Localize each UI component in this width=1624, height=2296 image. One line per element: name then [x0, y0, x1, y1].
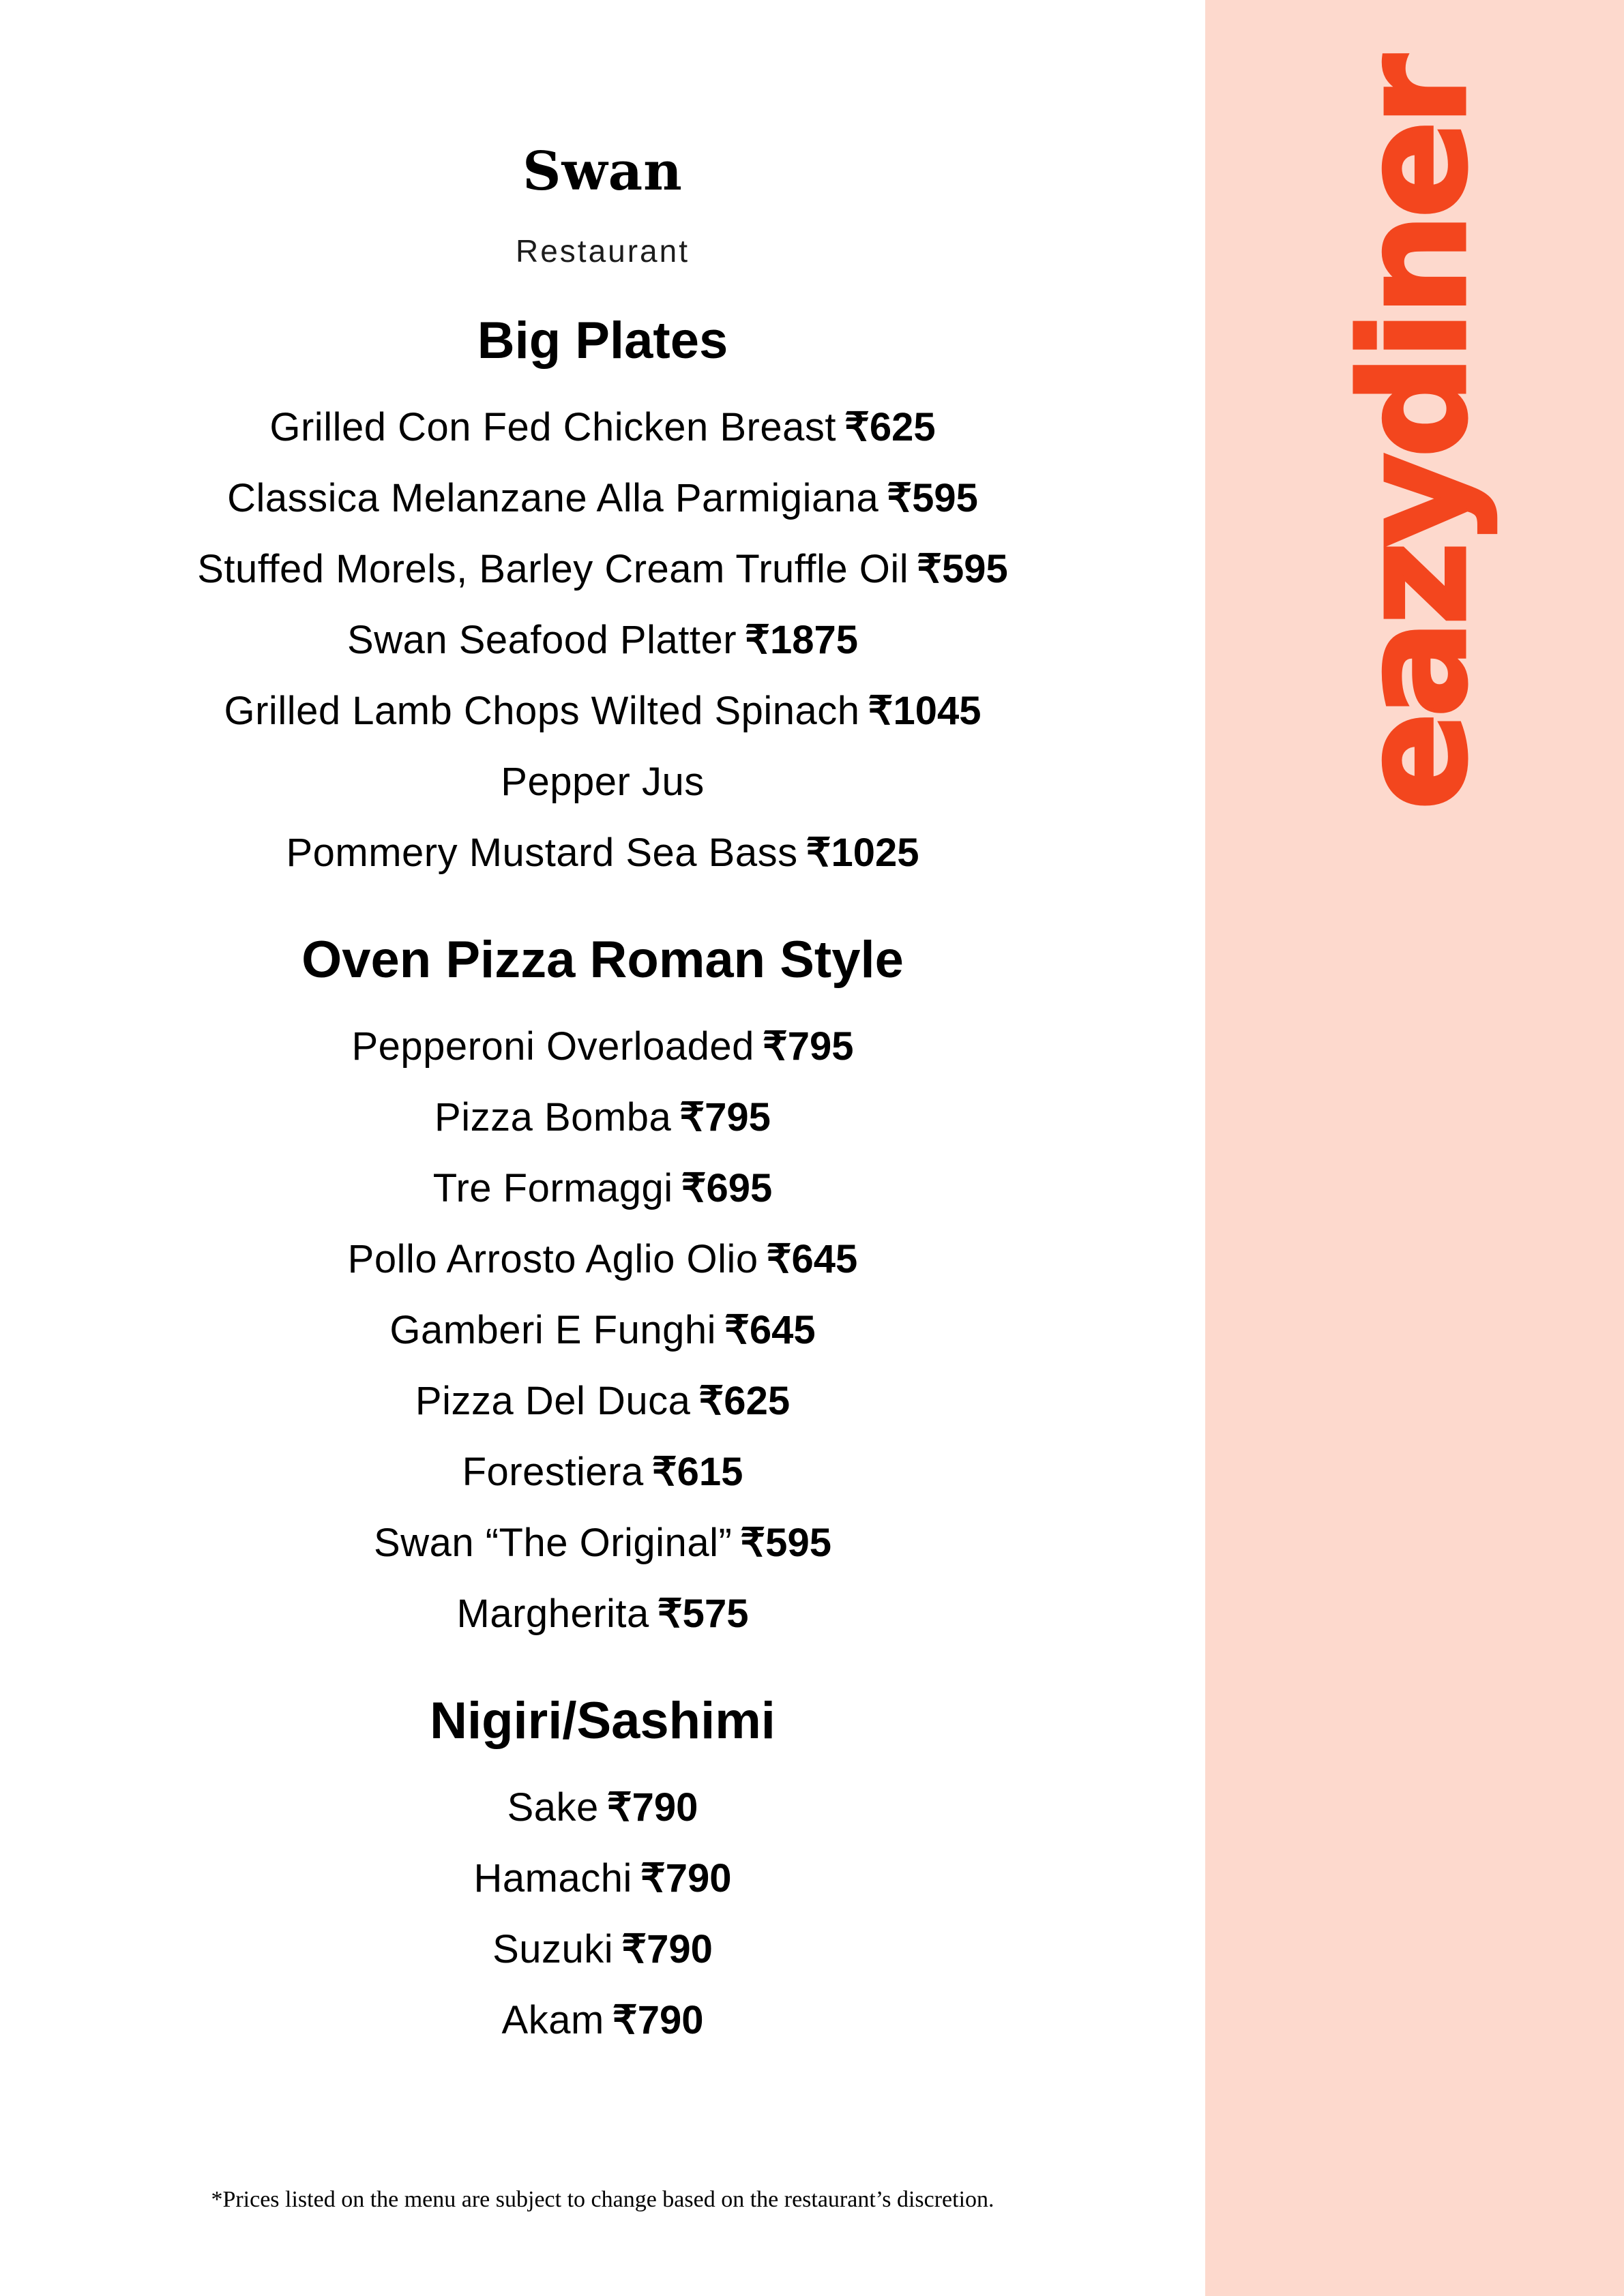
- menu-item: [0, 605, 1205, 676]
- menu-item: [0, 1437, 1205, 1508]
- menu-item-name: Forestiera: [462, 1450, 644, 1494]
- menu-item: [0, 818, 1205, 889]
- eazydiner-logo: eazydiner: [1330, 60, 1498, 811]
- menu-item-name: Pollo Arrosto Aglio Olio: [347, 1237, 758, 1281]
- menu-item-price: ₹790: [640, 1856, 732, 1900]
- menu-section-oven-pizza: [0, 929, 1205, 1650]
- menu-item: [0, 1011, 1205, 1082]
- menu-item-name: Stuffed Morels, Barley Cream Truffle Oil: [197, 547, 909, 591]
- menu-item: [0, 1508, 1205, 1579]
- menu-item-name: Grilled Lamb Chops Wilted Spinach: [224, 689, 860, 733]
- menu-item: [0, 1914, 1205, 1985]
- menu-item-price: ₹595: [917, 547, 1008, 591]
- menu-item: [0, 1153, 1205, 1224]
- menu-item-price: ₹1025: [806, 831, 919, 875]
- menu-item: [0, 463, 1205, 534]
- menu-item-name: Pizza Bomba: [434, 1095, 672, 1139]
- section-title: Big Plates: [477, 312, 728, 370]
- menu-item-price: ₹595: [887, 476, 978, 520]
- menu-item-price: ₹645: [766, 1237, 858, 1281]
- menu-item-price: ₹795: [762, 1024, 854, 1069]
- menu-item: [0, 1082, 1205, 1153]
- menu-item-name: Classica Melanzane Alla Parmigiana: [227, 476, 879, 520]
- menu-item-name: Gamberi E Funghi: [389, 1308, 716, 1352]
- menu-section-big-plates: [0, 310, 1205, 889]
- menu-item: [0, 1843, 1205, 1914]
- menu-item: [0, 747, 1205, 818]
- section-title: Nigiri/Sashimi: [430, 1692, 776, 1750]
- menu-item-price: ₹1045: [868, 689, 981, 733]
- menu-section-nigiri-sashimi: [0, 1690, 1205, 2056]
- menu-item-price: ₹790: [612, 1998, 704, 2042]
- menu-item-name: Hamachi: [473, 1856, 632, 1900]
- menu-item-price: ₹1875: [745, 618, 858, 662]
- menu-item-name: Akam: [501, 1998, 604, 2042]
- section-title: Oven Pizza Roman Style: [301, 931, 904, 989]
- menu-item: [0, 1985, 1205, 2056]
- menu-item-price: ₹625: [844, 405, 936, 449]
- footer-disclaimer: *Prices listed on the menu are subject to change based on the restaurant’s discretion.: [211, 2187, 994, 2212]
- menu-item-name: Swan Seafood Platter: [347, 618, 737, 662]
- menu-item-name: Pommery Mustard Sea Bass: [286, 831, 798, 875]
- menu-item-price: ₹615: [651, 1450, 743, 1494]
- menu-item-price: ₹625: [698, 1379, 791, 1423]
- menu-header: [0, 140, 1205, 269]
- menu-item-name: Suzuki: [492, 1927, 614, 1971]
- restaurant-name: Swan: [522, 140, 683, 203]
- menu-item-name: Pepper Jus: [501, 760, 705, 804]
- menu-item-price: ₹790: [621, 1927, 713, 1971]
- menu-item-price: ₹695: [681, 1166, 773, 1210]
- sidebar: [1205, 0, 1624, 2296]
- menu-item-name: Tre Formaggi: [432, 1166, 673, 1210]
- menu-item-name: Grilled Con Fed Chicken Breast: [269, 405, 836, 449]
- menu-item-name: Pepperoni Overloaded: [351, 1024, 754, 1069]
- menu-item-name: Margherita: [456, 1592, 649, 1636]
- menu-item-price: ₹645: [724, 1308, 816, 1352]
- menu-item: [0, 1295, 1205, 1366]
- menu-item-price: ₹790: [606, 1785, 698, 1830]
- menu-item-price: ₹795: [679, 1095, 771, 1139]
- menu-item: [0, 534, 1205, 605]
- menu-item-price: ₹595: [740, 1521, 831, 1565]
- menu-item-name: Pizza Del Duca: [415, 1379, 691, 1423]
- menu-item: [0, 1579, 1205, 1650]
- menu-item: [0, 1772, 1205, 1843]
- menu-item: [0, 676, 1205, 747]
- menu-item: [0, 1224, 1205, 1295]
- menu-item: [0, 1366, 1205, 1437]
- menu-item: [0, 392, 1205, 463]
- menu-item-price: ₹575: [657, 1592, 749, 1636]
- menu-item-name: Swan “The Original”: [374, 1521, 733, 1565]
- restaurant-subtitle: Restaurant: [515, 233, 690, 269]
- menu-item-name: Sake: [507, 1785, 599, 1830]
